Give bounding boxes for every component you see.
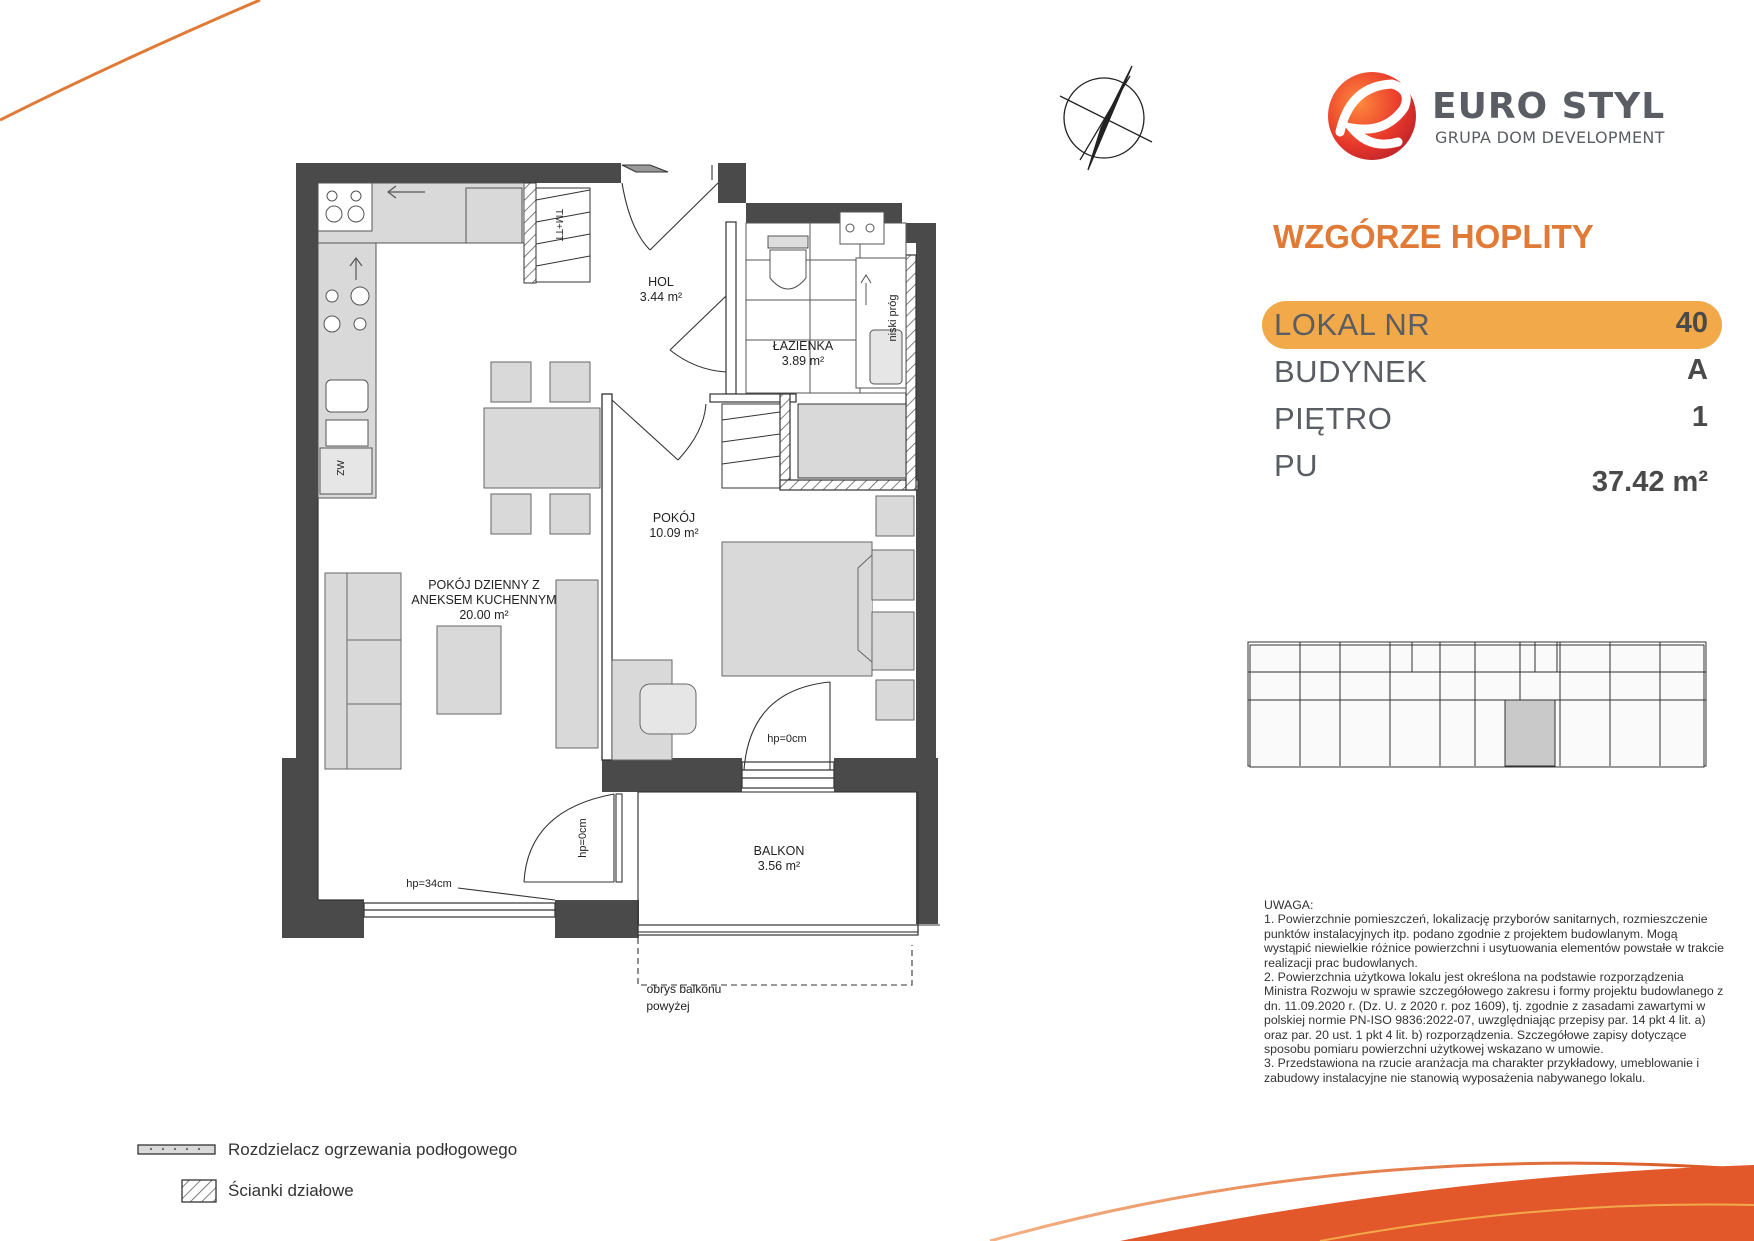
key-plan bbox=[1248, 642, 1706, 767]
legend-partition-label: Ścianki działowe bbox=[228, 1181, 354, 1200]
label-zw: ZW bbox=[336, 460, 347, 476]
notes-item-3: 3. Przedstawiona na rzucie aranżacja ma charakter przykładowy, umeblowanie i zabudowy instalacyjne nie stanowią wyposażenia nabywanego lokalu. bbox=[1264, 1056, 1700, 1085]
info-value-lokal: 40 bbox=[1675, 307, 1708, 339]
room-hol-area: 3.44 m² bbox=[639, 290, 683, 304]
partition-hatch-icon bbox=[182, 1180, 216, 1202]
heating-manifold-icon bbox=[138, 1145, 215, 1154]
info-label-budynek: BUDYNEK bbox=[1274, 354, 1428, 389]
storage bbox=[722, 404, 906, 488]
label-hp-window: hp=34cm bbox=[406, 878, 452, 890]
info-row-pu bbox=[1262, 442, 1722, 502]
info-label-pietro: PIĘTRO bbox=[1274, 401, 1393, 436]
info-value-pietro: 1 bbox=[1691, 401, 1708, 433]
decorative-swoosh-top bbox=[0, 0, 260, 120]
info-row-pietro bbox=[1262, 395, 1722, 443]
info-row-budynek bbox=[1262, 348, 1722, 396]
dining-set bbox=[484, 362, 600, 534]
room-hol-name: HOL bbox=[648, 275, 674, 289]
room-balkon-area: 3.56 m² bbox=[757, 859, 801, 873]
key-plan-selected-unit bbox=[1505, 700, 1555, 766]
brand-name: EURO STYL bbox=[1432, 86, 1666, 127]
room-pokoj-area: 10.09 m² bbox=[649, 526, 699, 540]
info-label-lokal: LOKAL NR bbox=[1274, 307, 1431, 342]
label-hp-door-balcony: hp=0cm bbox=[577, 818, 589, 858]
label-hp-door-room: hp=0cm bbox=[767, 733, 807, 745]
room-salon-area: 20.00 m² bbox=[459, 608, 509, 622]
project-title: WZGÓRZE HOPLITY bbox=[1273, 218, 1594, 255]
balcony-door-living bbox=[458, 794, 622, 900]
bathroom-door bbox=[670, 296, 726, 372]
compass-icon bbox=[1060, 66, 1152, 170]
label-niski-prog: niski próg bbox=[887, 294, 899, 342]
euro-styl-logo-icon bbox=[1328, 72, 1416, 160]
notes-item-2: 2. Powierzchnia użytkowa lokalu jest określona na podstawie rozporządzenia Ministra Rozwoju w sprawie szczegółowego zakresu i formy projektu budowlanego z dn. 11.09.2020 r. (Dz. U. z 2020 r. poz 1609), tj. zgodnie z zasadami zawartymi w polskiej normie PN-ISO 9836:2022-07, uwzględniając przepisy par. 14 pkt 4 lit. a) oraz par. 20 ust. 1 pkt 4 lit. b) rozporządzenia. Szczegółowe zapisy dotyczące sposobu pomiaru powierzchni użytkowej wskazano w umowie. bbox=[1264, 970, 1724, 1057]
room-balkon-name: BALKON bbox=[753, 844, 805, 858]
label-tm-tt: TM+TT bbox=[553, 208, 564, 242]
room-salon-name-2: ANEKSEM KUCHENNYM bbox=[411, 593, 557, 607]
room-lazienka-name: ŁAZIENKA bbox=[772, 339, 834, 353]
legend-heating-label: Rozdzielacz ogrzewania podłogowego bbox=[228, 1140, 518, 1159]
label-balcony-outline-2: powyżej bbox=[646, 999, 690, 1013]
info-label-pu: PU bbox=[1274, 448, 1319, 483]
notes-block bbox=[1264, 898, 1724, 1085]
entry-door bbox=[622, 165, 718, 250]
bathroom-fixtures bbox=[746, 212, 906, 393]
info-value-pu: 37.42 m² bbox=[1591, 466, 1708, 498]
info-value-budynek: A bbox=[1687, 354, 1708, 386]
notes-title: UWAGA: bbox=[1264, 898, 1314, 912]
balcony-outline bbox=[638, 792, 940, 985]
room-lazienka-area: 3.89 m² bbox=[781, 354, 825, 368]
info-row-lokal bbox=[1262, 301, 1722, 349]
room-pokoj-name: POKÓJ bbox=[652, 511, 696, 525]
notes-item-1: 1. Powierzchnie pomieszczeń, lokalizację przyborów sanitarnych, rozmieszczenie punktów instalacyjnych itp. podano zgodnie z projektem budowlanym. Mogą wystąpić niewielkie różnice powierzchni i usytuowania elementów powstałe w trakcie realizacji prac budowlanych. bbox=[1264, 912, 1724, 970]
label-balcony-outline-1: obrys balkonu bbox=[646, 982, 722, 996]
brand-subtitle: GRUPA DOM DEVELOPMENT bbox=[1435, 128, 1665, 147]
bedroom-door bbox=[612, 400, 706, 460]
balcony-door-bedroom bbox=[744, 682, 830, 770]
room-salon-name-1: POKÓJ DZIENNY Z bbox=[428, 578, 540, 592]
